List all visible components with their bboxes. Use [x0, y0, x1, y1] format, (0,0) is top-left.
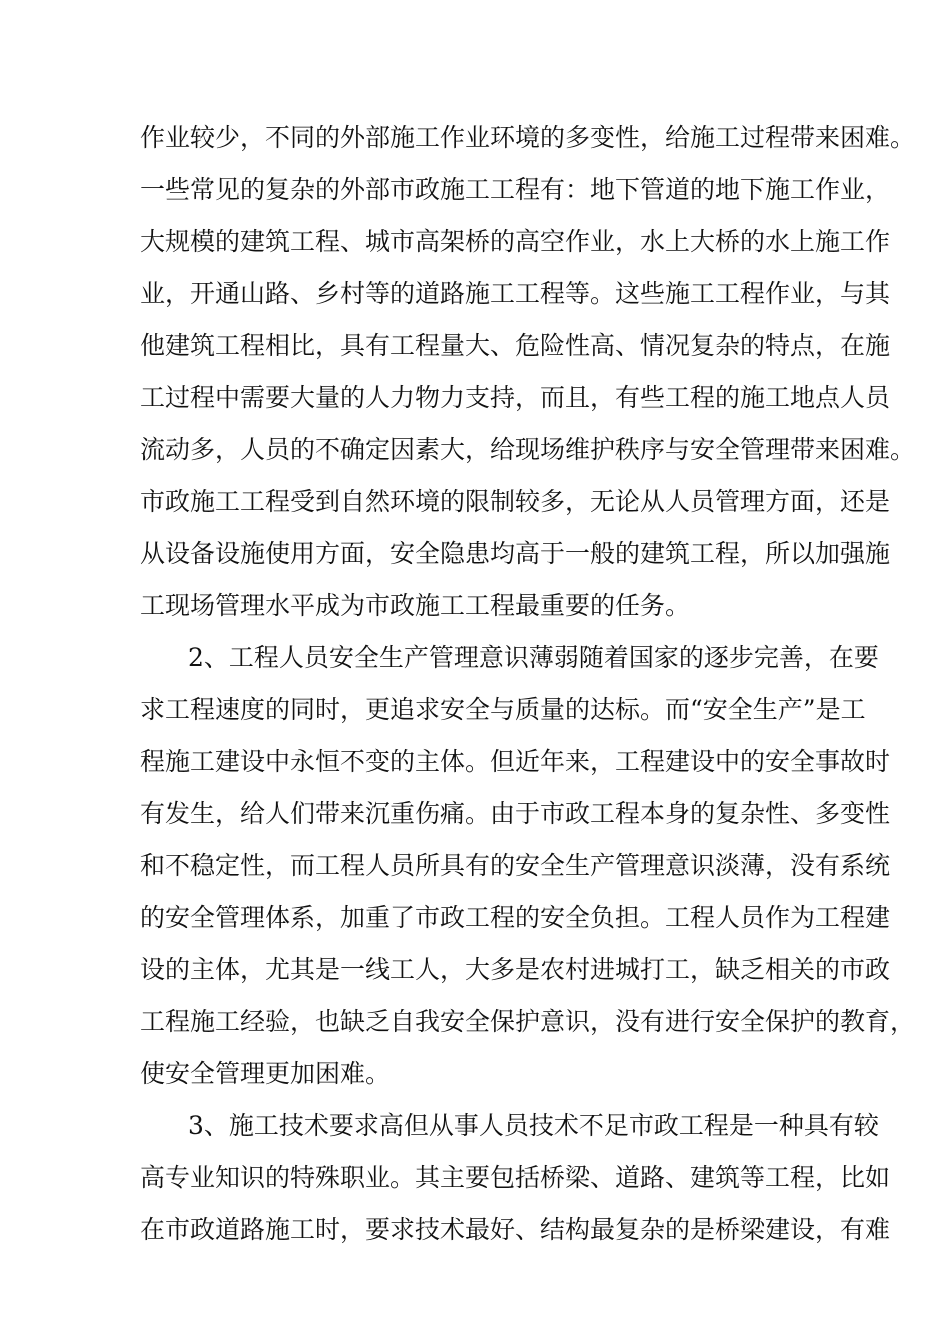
text-line: 高专业知识的特殊职业。其主要包括桥梁、道路、建筑等工程，比如 [140, 1163, 891, 1192]
text-line: 求工程速度的同时，更追求安全与质量的达标。而“安全生产”是工 [140, 695, 866, 724]
text-line: 和不稳定性，而工程人员所具有的安全生产管理意识淡薄，没有系统 [140, 851, 891, 880]
text-line: 的安全管理体系，加重了市政工程的安全负担。工程人员作为工程建 [140, 903, 891, 932]
text-line: 设的主体，尤其是一线工人，大多是农村进城打工，缺乏相关的市政 [140, 955, 891, 984]
text-line: 大规模的建筑工程、城市高架桥的高空作业，水上大桥的水上施工作 [140, 227, 891, 256]
text-line: 程施工建设中永恒不变的主体。但近年来，工程建设中的安全事故时 [140, 747, 891, 776]
text-line: 工过程中需要大量的人力物力支持，而且，有些工程的施工地点人员 [140, 383, 891, 412]
text-line: 有发生，给人们带来沉重伤痛。由于市政工程本身的复杂性、多变性 [140, 799, 891, 828]
text-line: 从设备设施使用方面，安全隐患均高于一般的建筑工程，所以加强施 [140, 539, 891, 568]
text-line: 工现场管理水平成为市政施工工程最重要的任务。 [140, 591, 691, 620]
paragraph-3-start: 3、施工技术要求高但从事人员技术不足市政工程是一种具有较 [188, 1111, 879, 1140]
text-line: 作业较少，不同的外部施工作业环境的多变性，给施工过程带来困难。 [140, 123, 916, 152]
text-line: 在市政道路施工时，要求技术最好、结构最复杂的是桥梁建设，有难 [140, 1215, 891, 1244]
text-line: 市政施工工程受到自然环境的限制较多，无论从人员管理方面，还是 [140, 487, 891, 516]
text-line: 一些常见的复杂的外部市政施工工程有：地下管道的地下施工作业， [140, 175, 891, 204]
text-line: 他建筑工程相比，具有工程量大、危险性高、情况复杂的特点，在施 [140, 331, 891, 360]
text-line: 流动多，人员的不确定因素大，给现场维护秩序与安全管理带来困难。 [140, 435, 916, 464]
paragraph-2-start: 2、工程人员安全生产管理意识薄弱随着国家的逐步完善，在要 [188, 643, 879, 672]
text-line: 业，开通山路、乡村等的道路施工工程等。这些施工工程作业，与其 [140, 279, 891, 308]
text-line: 使安全管理更加困难。 [140, 1059, 391, 1088]
text-line: 工程施工经验，也缺乏自我安全保护意识，没有进行安全保护的教育， [140, 1007, 916, 1036]
